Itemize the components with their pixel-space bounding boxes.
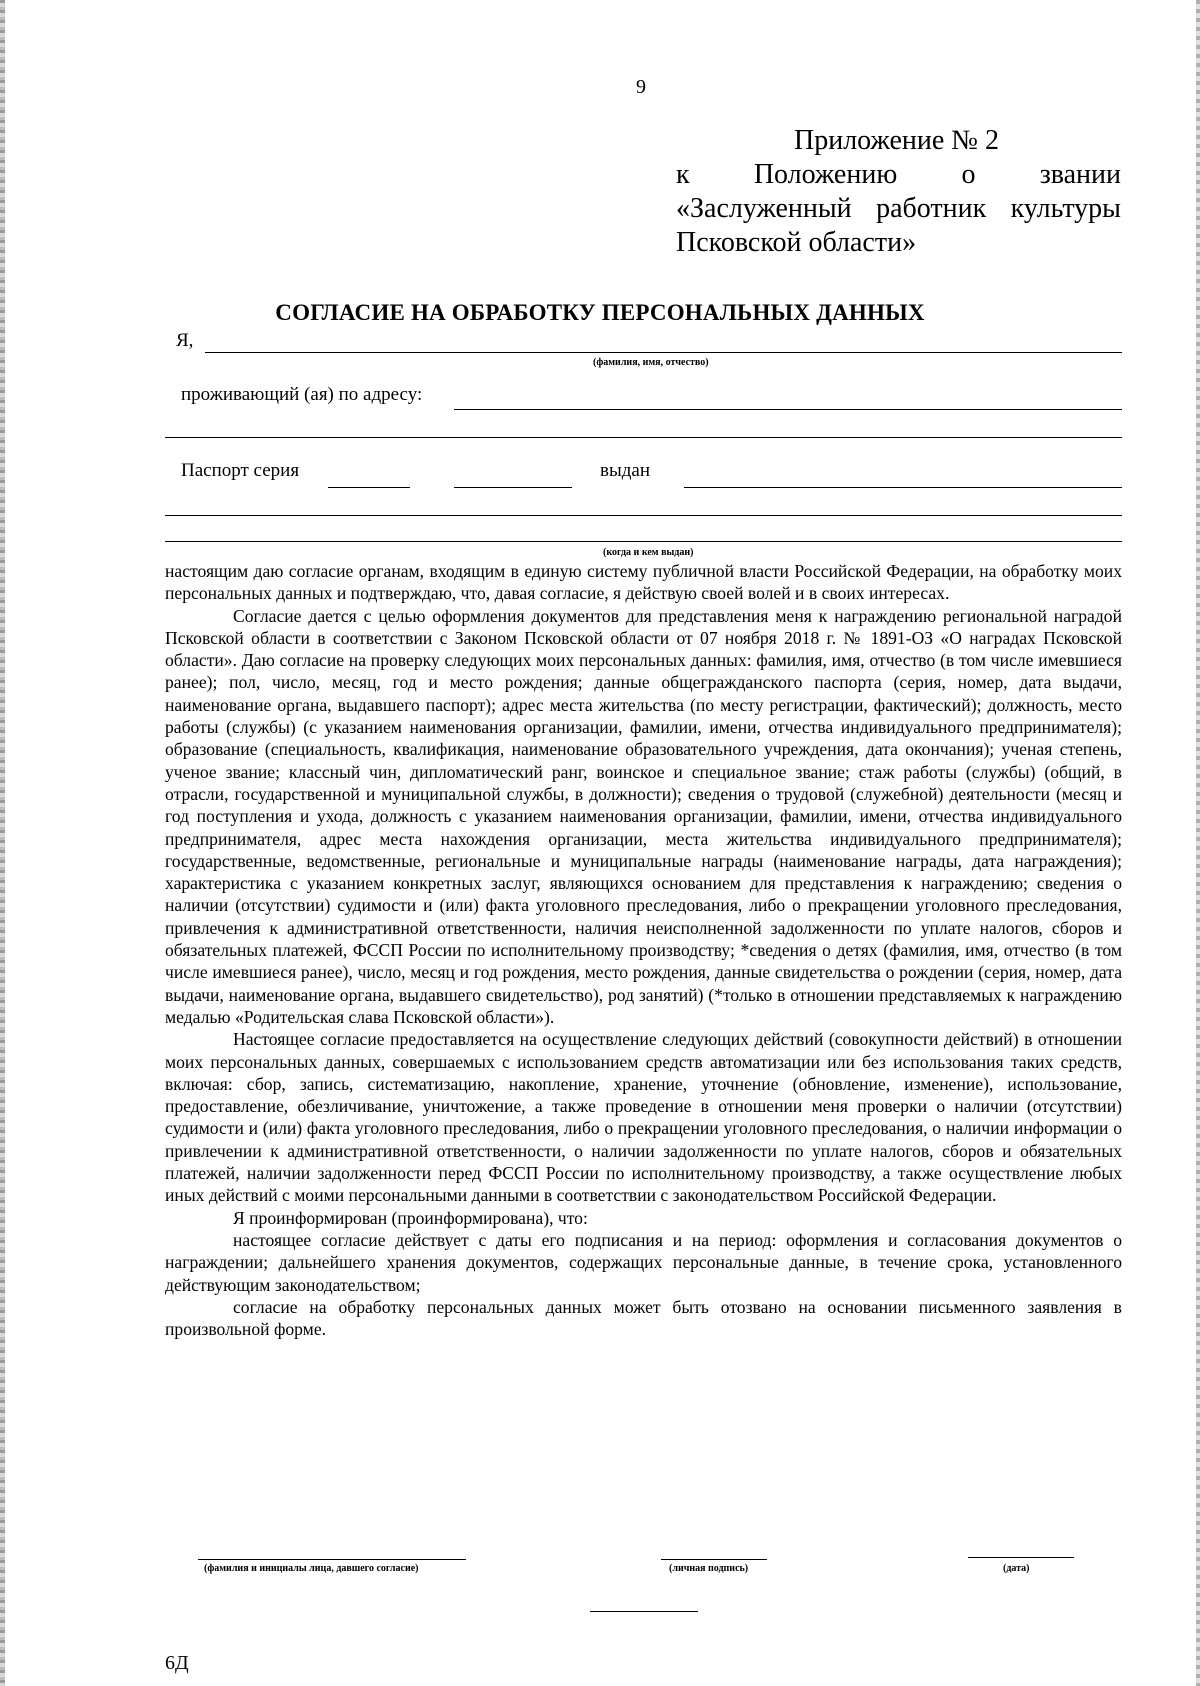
issued-field-line-2[interactable]	[165, 515, 1122, 516]
issued-field-line-1[interactable]	[684, 487, 1122, 488]
personal-signature-line[interactable]	[661, 1559, 767, 1560]
passport-series-line[interactable]	[328, 487, 410, 488]
passport-label: Паспорт серия	[181, 460, 300, 481]
issued-label: выдан	[600, 460, 651, 481]
fio-field-line[interactable]	[205, 352, 1122, 353]
appendix-line-3: «Заслуженный работник культуры	[676, 193, 1121, 224]
corner-mark: 6Д	[165, 1652, 189, 1674]
bottom-separator-line	[590, 1611, 698, 1612]
address-field-line-1[interactable]	[454, 409, 1122, 410]
signature-caption: (личная подпись)	[669, 1563, 749, 1574]
consent-paragraph-6: согласие на обработку персональных данных может быть отозвано на основании письменного заявления в произвольной форме.	[165, 1296, 1122, 1340]
fio-caption: (фамилия, имя, отчество)	[593, 357, 709, 368]
passport-number-line[interactable]	[454, 487, 572, 488]
page-number: 9	[636, 76, 646, 98]
appendix-line-4: Псковской области»	[676, 227, 917, 258]
date-caption: (дата)	[1003, 1563, 1030, 1574]
consent-body	[165, 560, 1122, 1340]
name-caption: (фамилия и инициалы лица, давшего согласие)	[204, 1563, 419, 1574]
consent-paragraph-2: Согласие дается с целью оформления документов для представления меня к награждению региональной наградой Псковской области в соответствии с Законом Псковской области от 07 ноября 2018 г. № 1891-ОЗ «О наградах Псковской области». Даю согласие на проверку следующих моих персональных данных: фамилия, имя, отчество (в том числе имевшиеся ранее); пол, число, месяц, год и место рождения; данные общегражданского паспорта (серия, номер, дата выдачи, наименование органа, выдавшего паспорт); адрес места жительства (по месту регистрации, фактический); должность, место работы (службы) (с указанием наименования организации, фамилии, имени, отчества индивидуального предпринимателя); образование (специальность, квалификация, наименование образовательного учреждения, дата окончания); ученая степень, ученое звание; классный чин, дипломатический ранг, воинское и специальное звание; стаж работы (службы) (общий, в отрасли, государственной и муниципальной службы, в должности); сведения о трудовой (служебной) деятельности (месяц и год поступления и ухода, должность с указанием наименования организации, фамилии, имени, отчества индивидуального предпринимателя, адрес места нахождения организации, места жительства индивидуального предпринимателя); государственные, ведомственные, региональные и муниципальные награды (наименование награды, дата награждения); характеристика с указанием конкретных заслуг, являющихся основанием для представления к награждению; сведения о наличии (отсутствии) судимости и (или) факта уголовного преследования, либо о прекращении уголовного преследования, привлечения к административной ответственности, наличия неисполненной задолженности по уплате налогов, сборов и обязательных платежей, ФССП России по исполнительному производству; *сведения о детях (фамилия, имя, отчество (в том числе имевшиеся ранее), число, месяц и год рождения, место рождения, данные свидетельства о рождении (серия, номер, дата выдачи, наименование органа, выдавшего свидетельство), род занятий) (*только в отношении представляемых к награждению медалью «Родительская слава Псковской области»).	[165, 605, 1122, 1027]
appendix-line-2: к Положению о звании	[676, 159, 1121, 190]
consent-paragraph-4: Я проинформирован (проинформирована), что:	[233, 1207, 588, 1228]
name-signature-line[interactable]	[198, 1559, 466, 1560]
address-field-line-2[interactable]	[165, 437, 1122, 438]
i-label: Я,	[176, 330, 194, 351]
date-line[interactable]	[968, 1557, 1074, 1558]
appendix-number: Приложение № 2	[794, 125, 999, 156]
document-title: СОГЛАСИЕ НА ОБРАБОТКУ ПЕРСОНАЛЬНЫХ ДАННЫХ	[275, 300, 925, 325]
consent-paragraph-5: настоящее согласие действует с даты его подписания и на период: оформления и согласования документов о награждении; дальнейшего хранения документов, содержащих персональные данные, в течение срока, установленного действующим законодательством;	[165, 1229, 1122, 1295]
consent-paragraph-3: Настоящее согласие предоставляется на осуществление следующих действий (совокупности действий) в отношении моих персональных данных, совершаемых с использованием средств автоматизации или без использования таких средств, включая: сбор, запись, систематизацию, накопление, хранение, уточнение (обновление, изменение), использование, предоставление, обезличивание, уничтожение, а также проведение в отношении меня проверки о наличии (отсутствии) судимости и (или) факта уголовного преследования, либо о прекращении уголовного преследования, о наличии информации о привлечении к административной ответственности, о наличии задолженности по уплате налогов, сборов и обязательных платежей, наличии задолженности перед ФССП России по исполнительному производству, а также осуществление любых иных действий с моими персональными данными в соответствии с законодательством Российской Федерации.	[165, 1029, 1122, 1206]
issued-caption: (когда и кем выдан)	[603, 547, 694, 558]
scan-left-edge	[0, 0, 5, 1686]
address-label: проживающий (ая) по адресу:	[181, 384, 423, 405]
consent-paragraph-1: настоящим даю согласие органам, входящим в единую систему публичной власти Российской Федерации, на обработку моих персональных данных и подтверждаю, что, давая согласие, я действую своей волей и в своих интересах.	[165, 561, 1122, 604]
issued-field-line-3[interactable]	[165, 541, 1122, 542]
scan-right-edge	[1196, 0, 1200, 1686]
